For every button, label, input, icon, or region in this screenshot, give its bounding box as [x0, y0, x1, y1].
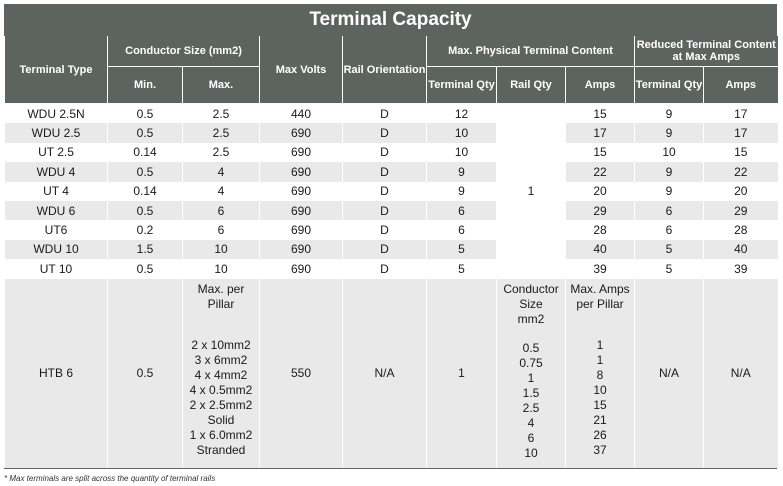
cell-max: 2.5 [183, 123, 260, 142]
cell-min: 0.2 [108, 220, 183, 239]
cell-conductor-size-line: 0.75 [519, 355, 543, 370]
cell-amps: 15 [566, 143, 635, 162]
header-max-physical: Max. Physical Terminal Content [427, 36, 635, 67]
cell-min: 0.5 [108, 162, 183, 181]
header-terminal-qty: Terminal Qty [427, 67, 497, 104]
terminal-capacity-table [4, 36, 778, 468]
cell-amps: 15 [566, 104, 635, 124]
cell-amps: 22 [566, 162, 635, 181]
cell-max-per-pillar-heading-line: Max. per [197, 281, 245, 296]
cell-rail-orientation: D [343, 143, 427, 162]
cell-terminal-type: HTB 6 [5, 279, 108, 468]
cell-rail-orientation: D [343, 259, 427, 278]
cell-reduced-terminal-qty: 9 [635, 182, 704, 201]
cell-reduced-terminal-qty: 5 [635, 240, 704, 259]
table-row [5, 162, 778, 181]
header-amps: Amps [566, 67, 635, 104]
cell-max-per-pillar-line: 2 x 2.5mm2 [189, 397, 253, 412]
page-title: Terminal Capacity [4, 4, 777, 36]
cell-min: 0.14 [108, 143, 183, 162]
cell-reduced-terminal-qty: 6 [635, 201, 704, 220]
header-rail-orientation: Rail Orientation [343, 36, 427, 104]
cell-max-per-pillar [183, 279, 260, 468]
cell-max-volts: 690 [260, 143, 343, 162]
cell-terminal-type: UT6 [5, 220, 108, 239]
cell-reduced-amps: 22 [704, 162, 778, 181]
cell-conductor-size-heading-line: mm2 [517, 311, 545, 326]
cell-reduced-terminal-qty: 9 [635, 104, 704, 124]
cell-min: 0.5 [108, 279, 183, 468]
cell-max-amps-per-pillar-line: 1 [596, 337, 604, 352]
cell-reduced-amps: 40 [704, 240, 778, 259]
cell-min: 0.5 [108, 259, 183, 278]
header-reduced: Reduced Terminal Content at Max Amps [635, 36, 778, 67]
cell-min: 0.5 [108, 201, 183, 220]
cell-terminal-qty: 12 [427, 104, 497, 124]
cell-min: 1.5 [108, 240, 183, 259]
cell-min: 0.5 [108, 123, 183, 142]
cell-min: 0.5 [108, 104, 183, 124]
table-row [5, 240, 778, 259]
cell-max-volts: 690 [260, 240, 343, 259]
cell-max-amps-per-pillar-line: 1 [596, 352, 604, 367]
cell-max-per-pillar-line: 4 x 4mm2 [194, 367, 248, 382]
footnote: * Max terminals are split across the quantity of terminal rails [4, 474, 216, 483]
cell-max: 4 [183, 182, 260, 201]
cell-conductor-size-line: 0.5 [522, 340, 540, 355]
cell-conductor-size [497, 279, 566, 468]
cell-reduced-amps: 29 [704, 201, 778, 220]
cell-max-volts: 690 [260, 201, 343, 220]
cell-max-amps-per-pillar-line: 21 [593, 412, 607, 427]
table-row [5, 220, 778, 239]
table-row [5, 259, 778, 278]
cell-reduced-terminal-qty: 10 [635, 143, 704, 162]
cell-rail-orientation: D [343, 162, 427, 181]
cell-conductor-size-line: 6 [527, 430, 535, 445]
header-max: Max. [183, 67, 260, 104]
cell-reduced-amps: 17 [704, 123, 778, 142]
cell-terminal-qty: 6 [427, 220, 497, 239]
cell-terminal-qty: 10 [427, 123, 497, 142]
cell-reduced-amps: N/A [704, 279, 778, 468]
cell-reduced-amps: 39 [704, 259, 778, 278]
cell-rail-orientation: D [343, 240, 427, 259]
header-terminal-type: Terminal Type [5, 36, 108, 104]
cell-max-volts: 440 [260, 104, 343, 124]
cell-max-volts: 550 [260, 279, 343, 468]
cell-terminal-qty: 9 [427, 162, 497, 181]
cell-rail-orientation: D [343, 123, 427, 142]
cell-max: 4 [183, 162, 260, 181]
cell-reduced-terminal-qty: 6 [635, 220, 704, 239]
cell-max: 2.5 [183, 143, 260, 162]
cell-min: 0.14 [108, 182, 183, 201]
cell-reduced-amps: 28 [704, 220, 778, 239]
cell-conductor-size-heading-line: Conductor [503, 281, 559, 296]
cell-max-amps-per-pillar-line: 8 [596, 367, 604, 382]
table-row [5, 201, 778, 220]
header-rail-qty: Rail Qty [497, 67, 566, 104]
cell-terminal-type: WDU 4 [5, 162, 108, 181]
cell-max-amps-per-pillar-line: 15 [593, 397, 607, 412]
cell-conductor-size-heading-line: Size [519, 296, 543, 311]
cell-amps: 20 [566, 182, 635, 201]
header-reduced-terminal-qty: Terminal Qty [635, 67, 704, 104]
cell-max: 6 [183, 201, 260, 220]
header-conductor-size: Conductor Size (mm2) [108, 36, 260, 67]
header-min: Min. [108, 67, 183, 104]
cell-terminal-qty: 10 [427, 143, 497, 162]
cell-reduced-terminal-qty: 9 [635, 162, 704, 181]
table-row [5, 143, 778, 162]
cell-max-per-pillar-line: 2 x 10mm2 [191, 337, 251, 352]
table-row [5, 182, 778, 201]
cell-terminal-qty: 6 [427, 201, 497, 220]
cell-reduced-terminal-qty: 9 [635, 123, 704, 142]
cell-amps: 17 [566, 123, 635, 142]
cell-terminal-type: WDU 2.5 [5, 123, 108, 142]
cell-max: 6 [183, 220, 260, 239]
cell-max-volts: 690 [260, 123, 343, 142]
cell-max: 10 [183, 240, 260, 259]
cell-max-volts: 690 [260, 162, 343, 181]
cell-reduced-amps: 20 [704, 182, 778, 201]
cell-max-per-pillar-heading-line: Pillar [207, 296, 235, 311]
cell-max-per-pillar-line: Stranded [196, 442, 246, 457]
cell-rail-qty-shared: 1 [497, 104, 566, 279]
cell-reduced-amps: 17 [704, 104, 778, 124]
table-row [5, 123, 778, 142]
cell-conductor-size-line: 10 [524, 445, 538, 460]
table-row [5, 104, 778, 124]
cell-max-per-pillar-line: 3 x 6mm2 [194, 352, 248, 367]
cell-rail-orientation: D [343, 182, 427, 201]
cell-max-amps-per-pillar [566, 279, 635, 468]
table-row-htb [5, 279, 778, 468]
cell-max-volts: 690 [260, 259, 343, 278]
cell-terminal-type: UT 10 [5, 259, 108, 278]
cell-max-per-pillar-line: 1 x 6.0mm2 [189, 427, 253, 442]
cell-max-volts: 690 [260, 182, 343, 201]
cell-amps: 39 [566, 259, 635, 278]
cell-terminal-qty: 9 [427, 182, 497, 201]
cell-conductor-size-line: 4 [527, 415, 535, 430]
cell-max: 10 [183, 259, 260, 278]
cell-max-amps-per-pillar-line: 26 [593, 427, 607, 442]
cell-amps: 29 [566, 201, 635, 220]
cell-terminal-qty: 5 [427, 259, 497, 278]
cell-max-volts: 690 [260, 220, 343, 239]
header-max-volts: Max Volts [260, 36, 343, 104]
cell-max: 2.5 [183, 104, 260, 124]
cell-terminal-type: UT 4 [5, 182, 108, 201]
cell-max-per-pillar-line: 4 x 0.5mm2 [189, 382, 253, 397]
cell-reduced-terminal-qty: N/A [635, 279, 704, 468]
cell-max-per-pillar-line: Solid [207, 412, 235, 427]
header-reduced-amps: Amps [704, 67, 778, 104]
cell-conductor-size-line: 1.5 [522, 385, 540, 400]
cell-reduced-terminal-qty: 5 [635, 259, 704, 278]
bottom-rule [4, 468, 777, 469]
cell-rail-orientation: D [343, 104, 427, 124]
cell-max-amps-per-pillar-line: 10 [593, 382, 607, 397]
cell-max-amps-per-pillar-line: 37 [593, 442, 607, 457]
cell-terminal-qty: 5 [427, 240, 497, 259]
cell-rail-orientation: D [343, 201, 427, 220]
cell-max-amps-per-pillar-heading-line: Max. Amps [570, 281, 630, 296]
cell-conductor-size-line: 2.5 [522, 400, 540, 415]
cell-amps: 40 [566, 240, 635, 259]
cell-terminal-qty: 1 [427, 279, 497, 468]
cell-terminal-type: WDU 10 [5, 240, 108, 259]
cell-rail-orientation: D [343, 220, 427, 239]
cell-terminal-type: WDU 6 [5, 201, 108, 220]
cell-reduced-amps: 15 [704, 143, 778, 162]
cell-terminal-type: WDU 2.5N [5, 104, 108, 124]
cell-terminal-type: UT 2.5 [5, 143, 108, 162]
cell-conductor-size-line: 1 [527, 370, 535, 385]
cell-max-amps-per-pillar-heading-line: per Pillar [576, 296, 624, 311]
cell-rail-orientation: N/A [343, 279, 427, 468]
cell-amps: 28 [566, 220, 635, 239]
